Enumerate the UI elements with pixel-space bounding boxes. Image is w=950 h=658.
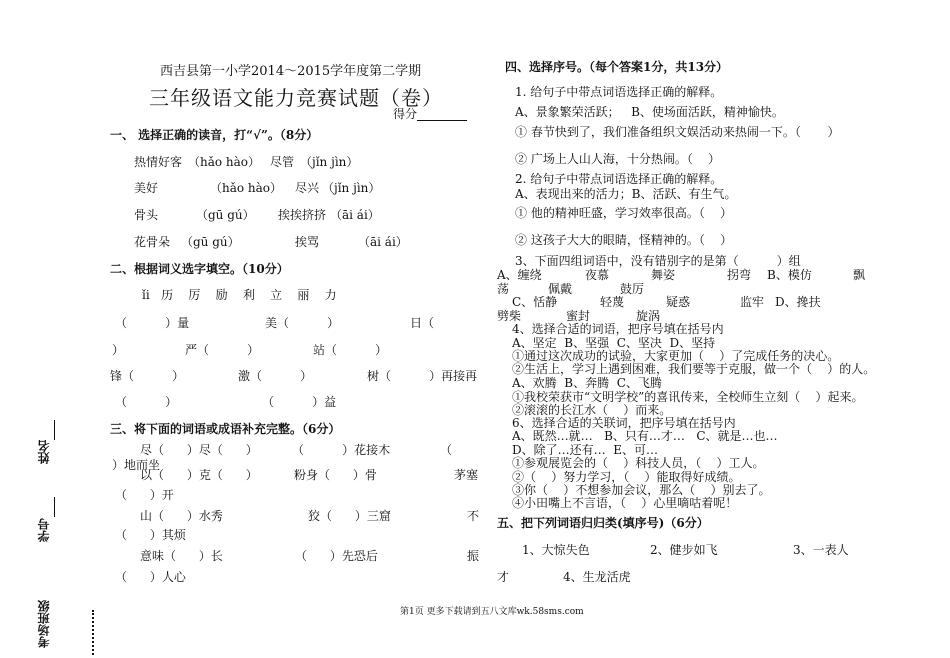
s4-q3[interactable]: 3、下面四组词语中，没有错别字的是第（ ）组 [515, 254, 801, 268]
s4-q4: 4、选择合适的词语，把序号填在括号内 [512, 322, 724, 336]
s4-q2: 2. 给句子中带点词语选择正确的解释。 [515, 172, 723, 186]
s2-blank[interactable]: 美（ ） [265, 316, 340, 330]
s5-item: 才 [497, 570, 510, 584]
s1-word: 花骨朵 [134, 235, 171, 249]
s2-blank[interactable]: （ ）量 [115, 316, 190, 330]
s4-q3-word: 佩戴 [548, 282, 573, 296]
s4-q6: 6、选择合适的关联词，把序号填在括号内 [512, 416, 736, 430]
s4-q3-word: 蜜封 [566, 309, 591, 323]
s3-blank[interactable]: 狡（ ）三窟 [308, 509, 391, 523]
s5-item: 2、健步如飞 [650, 543, 718, 557]
s4-q6-options2: D、除了…还有… E、可… [512, 443, 659, 457]
s4-q2a[interactable]: ① 他的精神旺盛，学习效率很高。（ ） [515, 206, 733, 220]
s4-q4-options: A、坚定 B、坚强 C、坚决 D、坚持 [512, 336, 716, 350]
s4-q4-options2: A、欢腾 B、奔腾 C、飞腾 [512, 376, 662, 390]
s5-item: 1、大惊失色 [522, 543, 590, 557]
s4-q3-word: 旋涡 [636, 309, 661, 323]
s4-q4c[interactable]: ①我校荣获市“文明学校”的喜讯传来，全校师生立刻（ ）起来。 [512, 390, 864, 404]
s3-blank[interactable]: （ ）其烦 [115, 528, 186, 542]
page-title: 三年级语文能力竞赛试题（卷） [149, 86, 443, 110]
s4-q3-word: 舞姿 [651, 268, 676, 282]
s3-blank: 不 [467, 509, 480, 523]
s1-pinyin[interactable]: （gū gú） [181, 235, 240, 249]
s4-q6a[interactable]: ①参观展览会的（ ）科技人员，（ ）工人。 [512, 456, 765, 470]
s2-char-options: ǐi 历 厉 励 利 立 丽 力 [142, 288, 337, 302]
school-header: 西吉县第一小学2014～2015学年度第二学期 [160, 64, 422, 79]
s4-q3-word: D、搀扶 [775, 295, 821, 309]
s3-blank[interactable]: 粉身（ ）骨 [294, 468, 377, 482]
s4-q4a[interactable]: ①通过这次成功的试验，大家更加（ ）了完成任务的决心。 [512, 349, 840, 363]
name-label: 姓名 [37, 440, 51, 464]
page-footer: 第1页 更多下载请到五八文库wk.58sms.com [400, 607, 584, 617]
s3-blank[interactable]: 山（ ）水秀 [140, 509, 223, 523]
binding-dotted-line [92, 610, 96, 655]
s4-q4d[interactable]: ②滚滚的长江水（ ）而来。 [512, 403, 672, 417]
score-label: 得分 [393, 107, 418, 121]
s4-q3-word: A、缠绕 [497, 268, 542, 282]
s1-pinyin[interactable]: （jǐn jìn） [300, 155, 359, 169]
s2-blank[interactable]: 严（ ） [185, 343, 260, 357]
s5-item: 4、生龙活虎 [563, 570, 631, 584]
s3-blank[interactable]: （ ）人心 [115, 570, 186, 584]
s2-blank[interactable]: 站（ ） [313, 343, 388, 357]
s4-q1a[interactable]: ① 春节快到了，我们准备组织文娱活动来热闹一下。（ ） [515, 125, 840, 139]
s1-word: 尽兴 [295, 181, 320, 195]
section5-heading: 五、把下列词语归归类(填序号)（6分） [497, 516, 709, 530]
s1-word: 热情好客 [134, 155, 183, 169]
s1-pinyin[interactable]: （āi ái） [330, 208, 380, 222]
s3-blank[interactable]: 意味（ ）长 [140, 549, 223, 563]
s1-word: 挨骂 [295, 235, 320, 249]
s2-blank[interactable]: 锋（ ） [110, 369, 185, 383]
s4-q6c[interactable]: ③你（ ）不想参加会议，那么（ ）别去了。 [512, 483, 771, 497]
s1-pinyin[interactable]: （jǐn jìn） [322, 181, 381, 195]
s4-q3-word: 监牢 [740, 295, 765, 309]
s4-q4b[interactable]: ②生活上，学习上遇到困难，我们要等于克服，做一个（ ）的人。 [512, 362, 876, 376]
score-blank[interactable] [417, 108, 467, 121]
s4-q3-word: 夜慕 [585, 268, 610, 282]
s2-blank[interactable]: 激（ ） [238, 369, 313, 383]
s4-q3-word: B、模仿 [767, 268, 812, 282]
s4-q3-word: 轻蔑 [600, 295, 625, 309]
s1-pinyin[interactable]: （gū gú） [196, 208, 255, 222]
number-label: 学号 [37, 518, 51, 542]
s1-pinyin[interactable]: （hǎo hào） [210, 181, 283, 195]
score-field [393, 107, 467, 121]
s4-q3-word: 鼓厉 [620, 282, 645, 296]
s3-blank[interactable]: （ ）先恐后 [295, 549, 378, 563]
s4-q1-options: A、景象繁荣活跃； B、使场面活跃，精神愉快。 [515, 105, 784, 119]
s5-item: 3、一表人 [793, 543, 849, 557]
section1-heading: 一、 选择正确的读音，打“√”。（8分） [110, 128, 319, 142]
s3-blank[interactable]: （ ）花接木 [292, 443, 391, 457]
s4-q3-word: 拐弯 [727, 268, 752, 282]
s3-blank[interactable]: 尽（ ）尽（ ） [140, 443, 258, 457]
s4-q6b[interactable]: ②（ ）努力学习，（ ）能取得好成绩。 [512, 470, 741, 484]
s4-q1: 1. 给句子中带点词语选择正确的解释。 [515, 85, 723, 99]
s4-q3-word: 疑惑 [666, 295, 691, 309]
s4-q2b[interactable]: ② 这孩子大大的眼睛，怪精神的。（ ） [515, 233, 733, 247]
s3-blank[interactable]: （ ）开 [115, 488, 174, 502]
section3-heading: 三、将下面的词语或成语补充完整。（6分） [110, 422, 341, 436]
s4-q3-word: 劈柴 [497, 309, 522, 323]
s1-word: 骨头 [134, 208, 159, 222]
section2-heading: 二、根据词义选字填空。（10分） [110, 262, 289, 276]
s1-word: 美好 [134, 181, 159, 195]
room-class-label: 考场班级 [37, 600, 51, 648]
s3-blank: 茅塞 [454, 468, 479, 482]
s3-blank[interactable]: 以（ ）克（ ） [140, 468, 258, 482]
section4-heading: 四、选择序号。（每个答案1分，共13分） [505, 60, 729, 74]
s2-blank[interactable]: （ ）益 [262, 395, 337, 409]
s3-blank[interactable]: （ [440, 443, 453, 457]
s4-q6d[interactable]: ④小田嘴上不言语，（ ）心里嘀咕着呢！ [512, 496, 738, 510]
s1-pinyin[interactable]: （hǎo hào） [188, 155, 261, 169]
s1-word: 尽管 [270, 155, 295, 169]
s4-q3-word: 飘 [853, 268, 866, 282]
s4-q6-options: A、既然…就… B、只有…才… C、就是…也… [512, 429, 778, 443]
s2-blank[interactable]: （ ） [115, 395, 178, 409]
s1-word: 挨挨挤挤 [278, 208, 327, 222]
s2-blank[interactable]: 树（ ）再接再 [367, 369, 478, 383]
s4-q1b[interactable]: ② 广场上人山人海，十分热闹。（ ） [515, 152, 721, 166]
s2-blank[interactable]: ） [112, 343, 125, 357]
s3-blank: 振 [467, 549, 480, 563]
s3-blank[interactable]: ）地而坐 [112, 458, 161, 472]
s4-q2-options: A、表现出来的活力；B、活跃、有生气。 [515, 187, 737, 201]
s2-blank[interactable]: 日（ [410, 316, 435, 330]
s1-pinyin[interactable]: （āi ái） [358, 235, 408, 249]
s4-q3-word: C、恬静 [512, 295, 558, 309]
s4-q3-word: 荡 [497, 282, 510, 296]
